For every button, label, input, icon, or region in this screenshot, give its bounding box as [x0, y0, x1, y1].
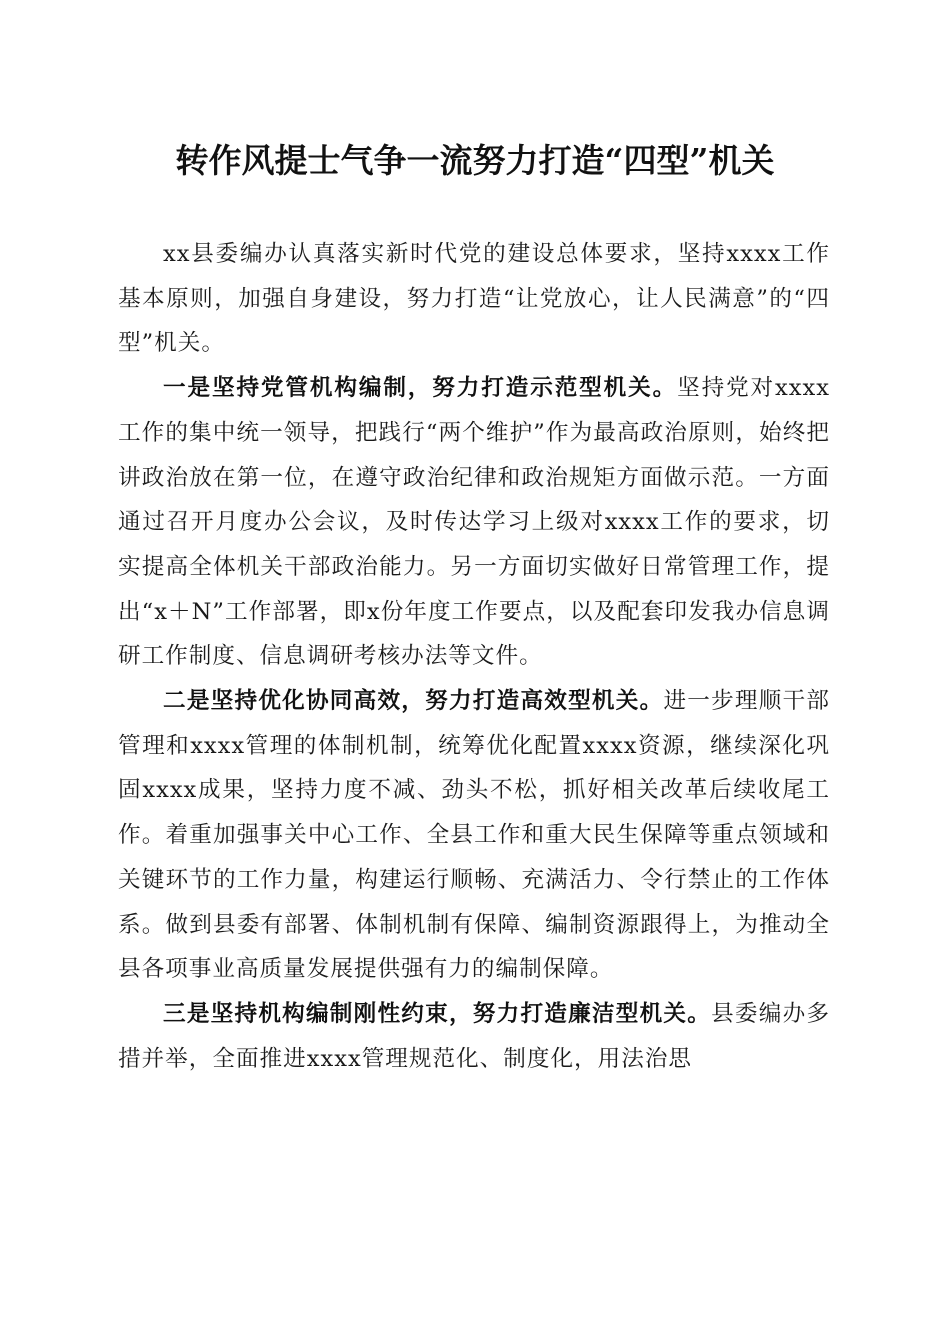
document-body [118, 232, 830, 1081]
paragraph-lead: 三是坚持机构编制刚性约束，努力打造廉洁型机关。 [163, 1000, 712, 1027]
paragraph-lead: 一是坚持党管机构编制，努力打造示范型机关。 [163, 375, 678, 402]
paragraph-text: 进一步理顺干部管理和xxxx管理的体制机制，统筹优化配置xxxx资源，继续深化巩固xxxx成果，坚持力度不减、劲头不松，抓好相关改革后续收尾工作。着重加强事关中心工作、全县工作和重大民生保障等重点领域和关键环节的工作力量，构建运行顺畅、充满活力、令行禁止的工作体系。做到县委有部署、体制机制有保障、编制资源跟得上，为推动全县各项事业高质量发展提供强有力的编制保障。 [118, 688, 831, 983]
document-title: 转作风提士气争一流努力打造“四型”机关 [175, 141, 775, 180]
paragraph-point-3 [118, 992, 830, 1081]
paragraph-intro [118, 232, 830, 366]
paragraph-point-1 [118, 366, 830, 679]
paragraph-text: 坚持党对xxxx工作的集中统一领导，把践行“两个维护”作为最高政治原则，始终把讲政治放在第一位，在遵守政治纪律和政治规矩方面做示范。一方面通过召开月度办公会议，及时传达学习上级对xxxx工作的要求，切实提高全体机关干部政治能力。另一方面切实做好日常管理工作，提出“x＋N”工作部署，即x份年度工作要点，以及配套印发我办信息调研工作制度、信息调研考核办法等文件。 [118, 375, 831, 670]
paragraph-text: xx县委编办认真落实新时代党的建设总体要求，坚持xxxx工作基本原则，加强自身建设，努力打造“让党放心，让人民满意”的“四型”机关。 [118, 241, 830, 357]
paragraph-lead: 二是坚持优化协同高效，努力打造高效型机关。 [163, 688, 664, 715]
paragraph-point-2 [118, 679, 830, 992]
paragraph-text: 县委编办多措并举，全面推进xxxx管理规范化、制度化，用法治思 [118, 1000, 831, 1072]
